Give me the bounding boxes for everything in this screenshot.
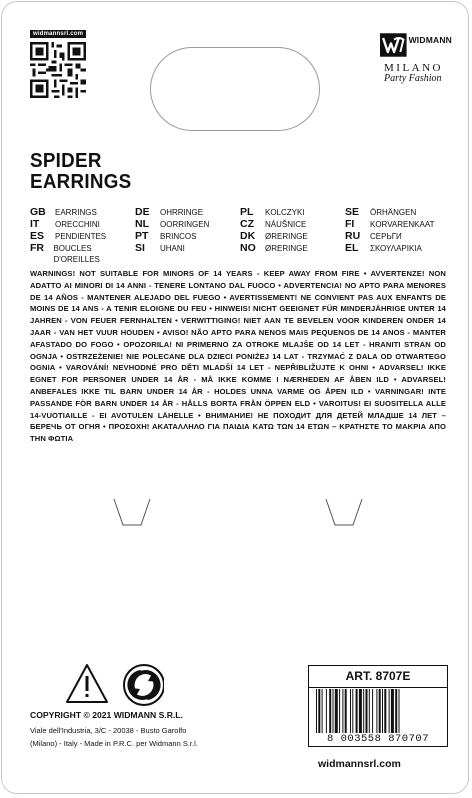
qr-code-icon[interactable]	[30, 42, 86, 98]
language-code: NO	[240, 242, 256, 254]
company-address	[30, 724, 240, 750]
website-tag: widmannsrl.com	[30, 30, 86, 38]
barcode-number: 8 003558 870707	[326, 733, 429, 745]
translation-item	[135, 207, 240, 218]
address-line-2: (Milano) - Italy - Made in P.R.C. per Widmann S.r.l.	[30, 739, 198, 748]
translation-item	[345, 231, 450, 242]
translation-item	[135, 243, 240, 265]
translation-item	[240, 207, 345, 218]
translated-name: BRINCOS	[160, 232, 197, 241]
warning-triangle-icon	[67, 665, 107, 702]
language-code: PL	[240, 206, 254, 218]
translated-name: ORECCHINI	[55, 220, 100, 229]
translated-name: OHRRINGE	[160, 208, 204, 217]
language-code: ES	[30, 230, 45, 242]
translated-name: ØRERINGE	[265, 232, 308, 241]
green-dot-recycle-icon	[124, 665, 164, 705]
language-code: CZ	[240, 218, 254, 230]
footer-website-link[interactable]: widmannsrl.com	[318, 758, 401, 770]
translation-item	[345, 207, 450, 218]
brand-name: WIDMANN	[408, 35, 452, 45]
article-number: ART. 8707E	[309, 666, 447, 688]
translation-item	[30, 243, 135, 265]
hang-hole	[150, 47, 320, 131]
language-code: RU	[345, 230, 361, 242]
language-code: NL	[135, 218, 149, 230]
language-code: PT	[135, 230, 149, 242]
left-tab-slot	[110, 497, 154, 527]
translation-item	[30, 219, 135, 230]
translated-name: ØRERINGE	[265, 244, 308, 253]
translated-name: OORRINGEN	[160, 220, 210, 229]
brand-logo	[380, 30, 452, 84]
language-code: SE	[345, 206, 360, 218]
translation-item	[30, 207, 135, 218]
translated-name: UHANI	[160, 244, 185, 253]
language-code: DK	[240, 230, 256, 242]
translation-item	[345, 219, 450, 230]
brand-city: MILANO	[384, 62, 443, 74]
translated-name: NÁUŠNICE	[265, 220, 307, 229]
translated-name: PENDIENTES	[55, 232, 107, 241]
language-code: FR	[30, 242, 44, 254]
article-box	[308, 665, 448, 747]
product-title	[30, 151, 131, 193]
translated-name: KORVARENKAAT	[370, 220, 435, 229]
translation-grid	[30, 207, 450, 265]
translation-item	[240, 231, 345, 242]
product-title-line2: EARRINGS	[30, 171, 132, 193]
translation-item	[135, 219, 240, 230]
translation-item	[240, 243, 345, 265]
product-title-line1: SPIDER	[30, 150, 102, 172]
language-code: FI	[345, 218, 355, 230]
language-code: EL	[345, 242, 359, 254]
translation-item	[30, 231, 135, 242]
widmann-w-logo-icon	[380, 30, 407, 60]
translation-item	[135, 231, 240, 242]
symbol-icons	[64, 662, 164, 713]
translation-item	[345, 243, 450, 265]
translation-item	[240, 219, 345, 230]
language-code: GB	[30, 206, 46, 218]
copyright-text: COPYRIGHT © 2021 WIDMANN S.R.L.	[30, 710, 183, 720]
translated-name: EARRINGS	[55, 208, 97, 217]
barcode[interactable]	[312, 689, 445, 733]
translated-name: ΣΚΟΥΛΑΡΙΚΙΑ	[370, 244, 422, 253]
brand-tagline: Party Fashion	[384, 73, 442, 84]
safety-warnings: WARNINGS! NOT SUITABLE FOR MINORS OF 14 YEARS - KEEP AWAY FROM FIRE • AVVERTENZE! NON ADATTO AI MINORI DI 14 ANNI - TENERE LONTANO DAL FUOCO • ADVERTENCIA! NO APTO PARA MENORES DE 14 AÑOS - MANTENER ALEJADO DEL FUEGO • AVERTISSEMENT! NE CONVIENT PAS AUX ENFANTS DE MOINS DE 14 ANS - A TENIR ELOIGNE DU FEU • HINWEIS! NICHT GEEIGNET FÜR MINDERJÄHRIGE UNTER 14 JAHREN - VON FEUER FERNHALTEN • VERWITTIGING! NIET AAN TE BEVELEN VOOR KINDEREN ONDER 14 JAAR - VAN HET VUUR HOUDEN • AVISO! NÃO APTO PARA NENOS MAIS PEQUENOS DE 14 ANOS - MANTER AFASTADO DO FOGO • OPOZORILA! NI PRIMERNO ZA OTROKE MLAJŠE OD 14 LET - HRANITI STRAN OD OGNJA • OSTRZEŻENIE! NIE POLECANE DLA DZIECI PONIŻEJ 14 LAT - TRZYMAĆ Z DALA OD OTWARTEGO OGNIA • VAROVÁNÍ! NEVHODNÉ PRO DĚTI MLADŠÍ 14 LET - NEPŘIBLIŽUJTE K OHNI • ADVARSEL! IKKE EGNET FOR PERSONER UNDER 14 ÅR - MÅ IKKE KOMME I NÆRHEDEN AF ÅBEN ILD • ADVARSEL! ANBEFALES IKKE TIL BARN UNDER 14 ÅR - HOLDES UNNA VARME OG ÅPEN ILD • VARNINGAR! INTE PASSANDE FÖR BARN UNDER 14 ÅR - HÅLLS BORTA FRÅN ÖPPEN ELD • VAROITUS! EI SUOSITELLA ALLE 14-VUOTIAILLE - EI AVOTULEN LÄHELLE • ВНИМАНИЕ! НЕ ПОХОДИТ ДЛЯ ДЕТЕЙ МЛАДШЕ 14 ЛЕТ – БЕРЕЧЬ ОТ ОГНЯ • ΠΡΟΣΟΧΗ! ΑΚΑΤΑΛΛΗΛΟ ΓΙΑ ΠΑΙΔΙΑ ΚΑΤΩ ΤΩΝ 14 ΕΤΩΝ – ΚΡΑΤΗΣΤΕ ΤΟ ΜΑΚΡΙΑ ΑΠΟ ΤΗΝ ΦΩΤΙΑ	[30, 269, 446, 444]
translated-name: ÖRHÄNGEN	[370, 208, 417, 217]
language-code: IT	[30, 218, 40, 230]
language-code: DE	[135, 206, 150, 218]
address-line-1: Viale dell'Industria, 3/C - 20038 - Busto Garolfo	[30, 726, 187, 735]
packaging-card	[1, 1, 469, 794]
translated-name: BOUCLES D'OREILLES	[53, 244, 100, 264]
language-code: SI	[135, 242, 145, 254]
translated-name: KOLCZYKI	[265, 208, 305, 217]
translated-name: СЕРЬГИ	[370, 232, 402, 241]
right-tab-slot	[322, 497, 366, 527]
